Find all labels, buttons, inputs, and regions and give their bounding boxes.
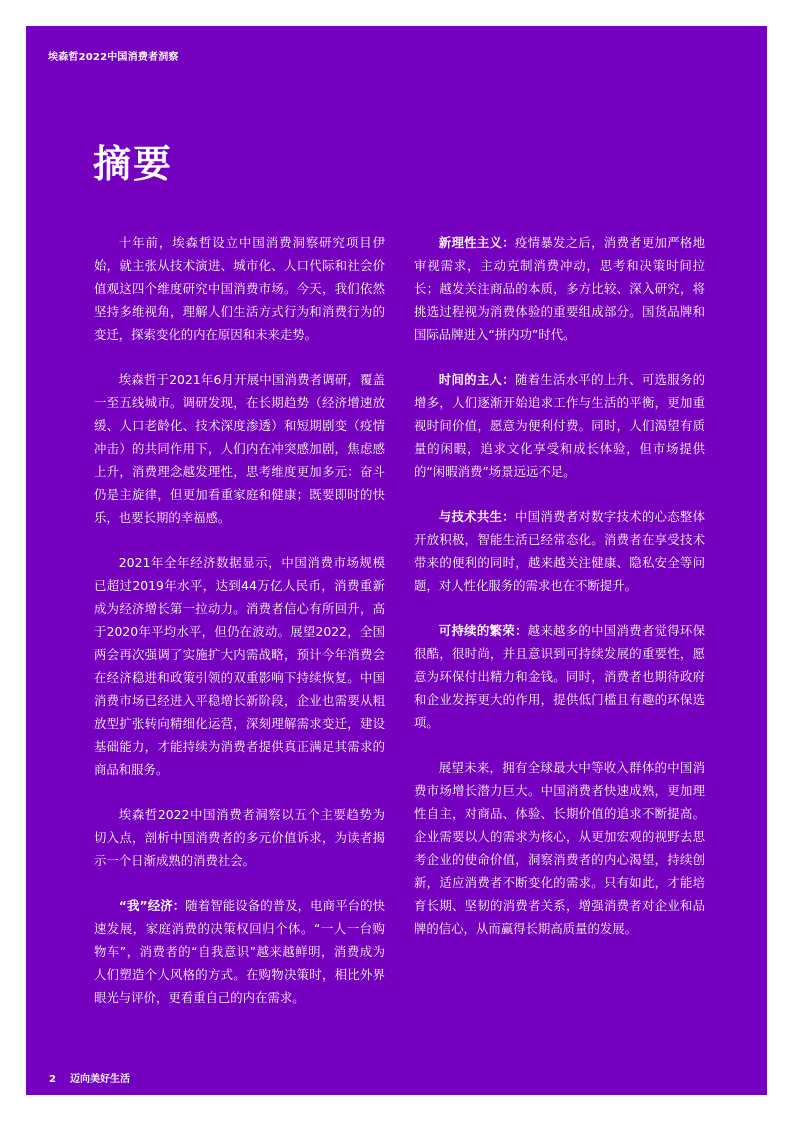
header-title: 埃森哲2022中国消费者洞察 bbox=[48, 52, 179, 63]
trend-paragraph bbox=[94, 894, 385, 1009]
trend-paragraph bbox=[414, 231, 705, 346]
left-column bbox=[94, 231, 385, 1031]
trend-heading: 新理性主义： bbox=[438, 235, 515, 250]
trend-heading: 与技术共生： bbox=[438, 509, 515, 524]
paragraph-text: 十年前，埃森哲设立中国消费洞察研究项目伊始，就主张从技术演进、城市化、人口代际和社会价值观这四个维度研究中国消费市场。今天，我们依然坚持多维视角，理解人们生活方式行为和消费行为的变迁，探索变化的内在原因和未来走势。 bbox=[94, 235, 385, 342]
page-panel bbox=[26, 26, 767, 1095]
footer bbox=[49, 1070, 130, 1085]
trend-paragraph bbox=[414, 368, 705, 483]
trend-paragraph bbox=[414, 505, 705, 597]
paragraph-text: 随着生活水平的上升、可选服务的增多，人们逐渐开始追求工作与生活的平衡，更加重视时间价值，愿意为便利付费。同时，人们渴望有质量的闲暇，追求文化享受和成长体验，但市场提供的“闲暇消费”场景远远不足。 bbox=[414, 372, 706, 479]
paragraph-text: 展望未来，拥有全球最大中等收入群体的中国消费市场增长潜力巨大。中国消费者快速成熟，更加理性自主，对商品、体验、长期价值的追求不断提高。企业需要以人的需求为核心，从更加宏观的视野去思考企业的使命价值，洞察消费者的内心渴望，持续创新，适应消费者不断变化的需求。只有如此，才能培育长期、坚韧的消费者关系，增强消费者对企业和品牌的信心，从而赢得长期高质量的发展。 bbox=[414, 760, 705, 936]
trend-heading: 时间的主人： bbox=[438, 372, 515, 387]
paragraph-text: 越来越多的中国消费者觉得环保很酷，很时尚，并且意识到可持续发展的重要性，愿意为环保付出精力和金钱。同时，消费者也期待政府和企业发挥更大的作用，提供低门槛且有趣的环保选项。 bbox=[414, 623, 706, 730]
paragraph bbox=[94, 551, 385, 781]
paragraph-text: 埃森哲于2021年6月开展中国消费者调研，覆盖一至五线城市。调研发现，在长期趋势（经济增速放缓、人口老龄化、技术深度渗透）和短期剧变（疫情冲击）的共同作用下，人们内在冲突感加剧，焦虑感上升，消费理念越发理性，思考维度更加多元：奋斗仍是主旋律，但更加看重家庭和健康；既要即时的快乐，也要长期的幸福感。 bbox=[94, 372, 385, 525]
page-number: 2 bbox=[49, 1074, 56, 1085]
trend-heading: “我”经济： bbox=[118, 898, 186, 913]
paragraph-text: 埃森哲2022中国消费者洞察以五个主要趋势为切入点，剖析中国消费者的多元价值诉求，为读者揭示一个日渐成熟的消费社会。 bbox=[94, 807, 385, 868]
paragraph-text: 中国消费者对数字技术的心态整体开放积极，智能生活已经常态化。消费者在享受技术带来的便利的同时，越来越关注健康、隐私安全等问题，对人性化服务的需求也在不断提升。 bbox=[414, 509, 706, 593]
right-column bbox=[414, 231, 705, 962]
paragraph bbox=[94, 803, 385, 872]
paragraph-text: 疫情暴发之后，消费者更加严格地审视需求，主动克制消费冲动，思考和决策时间拉长；越发关注商品的本质，多方比较、深入研究，将挑选过程视为消费体验的重要组成部分。国货品牌和国际品牌进入“拼内功”时代。 bbox=[414, 235, 706, 342]
footer-title: 迈向美好生活 bbox=[69, 1074, 130, 1085]
trend-heading: 可持续的繁荣： bbox=[438, 623, 528, 638]
paragraph-text: 2021年全年经济数据显示，中国消费市场规模已超过2019年水平，达到44万亿人民币，消费重新成为经济增长第一拉动力。消费者信心有所回升，高于2020年平均水平，但仍在波动。展望2022，全国两会再次强调了实施扩大内需战略，预计今年消费会在经济稳进和政策引领的双重影响下持续恢复。中国消费市场已经进入平稳增长新阶段，企业也需要从粗放型扩张转向精细化运营，深刻理解需求变迁，建设基础能力，才能持续为消费者提供真正满足其需求的商品和服务。 bbox=[94, 555, 385, 777]
paragraph bbox=[94, 231, 385, 346]
paragraph-text: 随着智能设备的普及，电商平台的快速发展，家庭消费的决策权回归个体。“一人一台购物车”，消费者的“自我意识”越来越鲜明，消费成为人们塑造个人风格的方式。在购物决策时，相比外界眼光与评价，更看重自己的内在需求。 bbox=[94, 898, 385, 1005]
paragraph bbox=[414, 756, 705, 940]
trend-paragraph bbox=[414, 619, 705, 734]
page-title: 摘要 bbox=[93, 142, 174, 186]
paragraph bbox=[94, 368, 385, 529]
